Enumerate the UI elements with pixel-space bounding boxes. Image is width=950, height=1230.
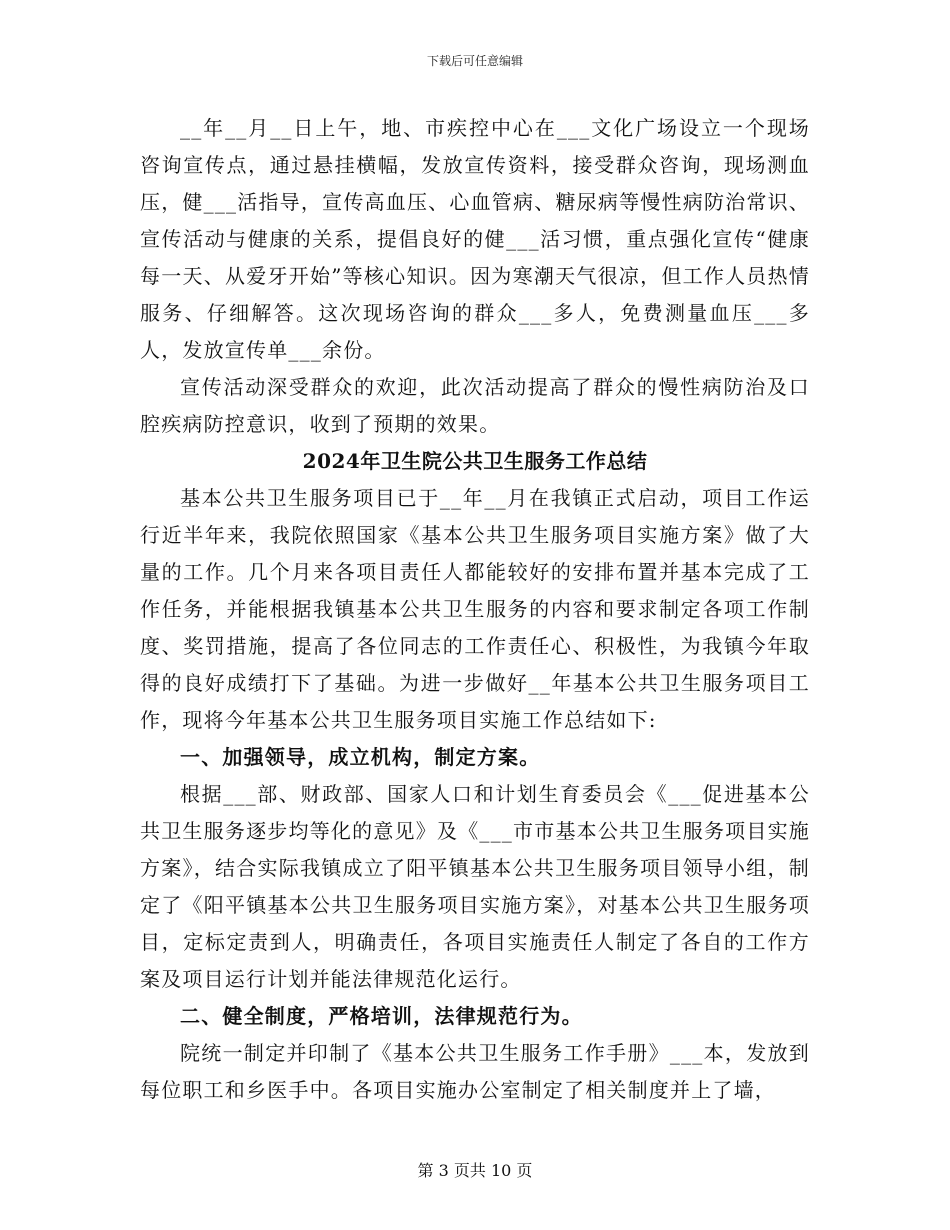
paragraph-section-1: 根据___部、财政部、国家人口和计划生育委员会《___促进基本公共卫生服务逐步均等化的意见》及《___市市基本公共卫生服务项目实施方案》，结合实际我镇成立了阳平镇基本公共卫生服务项目领导小组，制定了《阳平镇基本公共卫生服务项目实施方案》，对基本公共卫生服务项目，定标定责到人，明确责任，各项目实施责任人制定了各自的工作方案及项目运行计划并能法律规范化运行。 (140, 782, 810, 991)
paragraph-intro: 基本公共卫生服务项目已于__年__月在我镇正式启动，项目工作运行近半年来，我院依照国家《基本公共卫生服务项目实施方案》做了大量的工作。几个月来各项目责任人都能较好的安排布置并基本完成了工作任务，并能根据我镇基本公共卫生服务的内容和要求制定各项工作制度、奖罚措施，提高了各位同志的工作责任心、积极性，为我镇今年取得的良好成绩打下了基础。为进一步做好__年基本公共卫生服务项目工作，现将今年基本公共卫生服务项目实施工作总结如下: (140, 486, 810, 732)
paragraph-activity-report: __年__月__日上午，地、市疾控中心在___文化广场设立一个现场咨询宣传点，通过悬挂横幅，发放宣传资料，接受群众咨询，现场测血压，健___活指导，宣传高血压、心血管病、糖尿病等慢性病防治常识、宣传活动与健康的关系，提倡良好的健___活习惯，重点强化宣传“健康每一天、从爱牙开始”等核心知识。因为寒潮天气很凉，但工作人员热情服务、仔细解答。这次现场咨询的群众___多人，免费测量血压___多人，发放宣传单___余份。 (140, 116, 810, 362)
paragraph-section-2: 院统一制定并印制了《基本公共卫生服务工作手册》___本，发放到每位职工和乡医手中。各项目实施办公室制定了相关制度并上了墙， (140, 1041, 810, 1102)
document-title: 2024年卫生院公共卫生服务工作总结 (302, 449, 648, 473)
section-heading-2: 二、健全制度，严格培训，法律规范行为。 (180, 1004, 583, 1028)
document-body (140, 110, 810, 1109)
paragraph-activity-result: 宣传活动深受群众的欢迎，此次活动提高了群众的慢性病防治及口腔疾病防控意识，收到了预期的效果。 (140, 375, 810, 436)
section-heading-1: 一、加强领导，成立机构，制定方案。 (180, 745, 541, 769)
header-note: 下载后可任意编辑 (426, 54, 523, 68)
page-number: 第 3 页共 10 页 (417, 1161, 533, 1180)
